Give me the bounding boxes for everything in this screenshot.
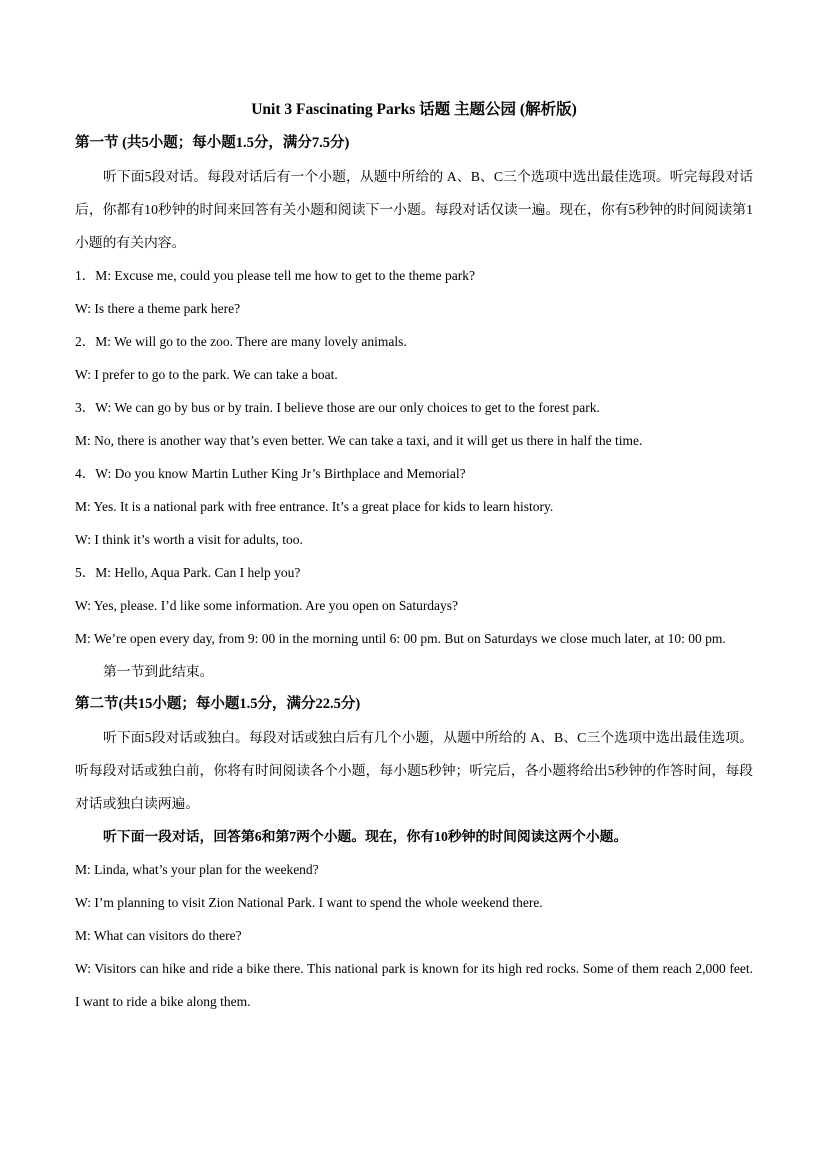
- section2-instructions: 听下面5段对话或独白。每段对话或独白后有几个小题，从题中所给的 A、B、C三个选项中选出最佳选项。听每段对话或独白前，你将有时间阅读各个小题，每小题5秒钟；听完后，各小题将给出5秒钟的作答时间，每段对话或独白读两遍。: [75, 730, 753, 811]
- dialogue-line: W: Visitors can hike and ride a bike there. This national park is known for its high red rocks. Some of them reach 2,000 feet. I want to ride a bike along them.: [75, 961, 753, 1009]
- dialogue-line: W: Is there a theme park here?: [75, 301, 241, 316]
- dialogue-line: W: Yes, please. I’d like some information. Are you open on Saturdays?: [75, 598, 459, 613]
- dialogue-line: 3．W: We can go by bus or by train. I believe those are our only choices to get to the forest park.: [75, 400, 600, 415]
- document-page: [75, 98, 753, 1018]
- dialogue-line: M: What can visitors do there?: [75, 928, 242, 943]
- section1-heading: 第一节 (共5小题；每小题1.5分，满分7.5分): [75, 135, 350, 151]
- dialogue-line: M: Linda, what’s your plan for the weekend?: [75, 862, 319, 877]
- section2-heading: 第二节(共15小题；每小题1.5分，满分22.5分): [75, 696, 361, 712]
- dialogue-line: 4．W: Do you know Martin Luther King Jr’s Birthplace and Memorial?: [75, 466, 466, 481]
- section1-instructions: 听下面5段对话。每段对话后有一个小题，从题中所给的 A、B、C三个选项中选出最佳选项。听完每段对话后，你都有10秒钟的时间来回答有关小题和阅读下一小题。每段对话仅读一遍。现在，你有5秒钟的时间阅读第1小题的有关内容。: [75, 169, 753, 250]
- section1-end-note: 第一节到此结束。: [103, 664, 214, 679]
- dialogue-line: 1．M: Excuse me, could you please tell me how to get to the theme park?: [75, 268, 476, 283]
- dialogue-line: M: We’re open every day, from 9: 00 in the morning until 6: 00 pm. But on Saturdays we close much later, at 10: 00 pm.: [75, 631, 726, 646]
- dialogue-line: W: I’m planning to visit Zion National Park. I want to spend the whole weekend there.: [75, 895, 543, 910]
- document-title: Unit 3 Fascinating Parks 话题 主题公园 (解析版): [251, 101, 577, 118]
- dialogue-line: W: I prefer to go to the park. We can take a boat.: [75, 367, 338, 382]
- dialogue-line: W: I think it’s worth a visit for adults, too.: [75, 532, 303, 547]
- section2-prompt: 听下面一段对话，回答第6和第7两个小题。现在，你有10秒钟的时间阅读这两个小题。: [103, 829, 628, 844]
- dialogue-line: 2．M: We will go to the zoo. There are many lovely animals.: [75, 334, 407, 349]
- dialogue-line: M: No, there is another way that’s even better. We can take a taxi, and it will get us there in half the time.: [75, 433, 643, 448]
- dialogue-line: 5．M: Hello, Aqua Park. Can I help you?: [75, 565, 301, 580]
- dialogue-line: M: Yes. It is a national park with free entrance. It’s a great place for kids to learn history.: [75, 499, 554, 514]
